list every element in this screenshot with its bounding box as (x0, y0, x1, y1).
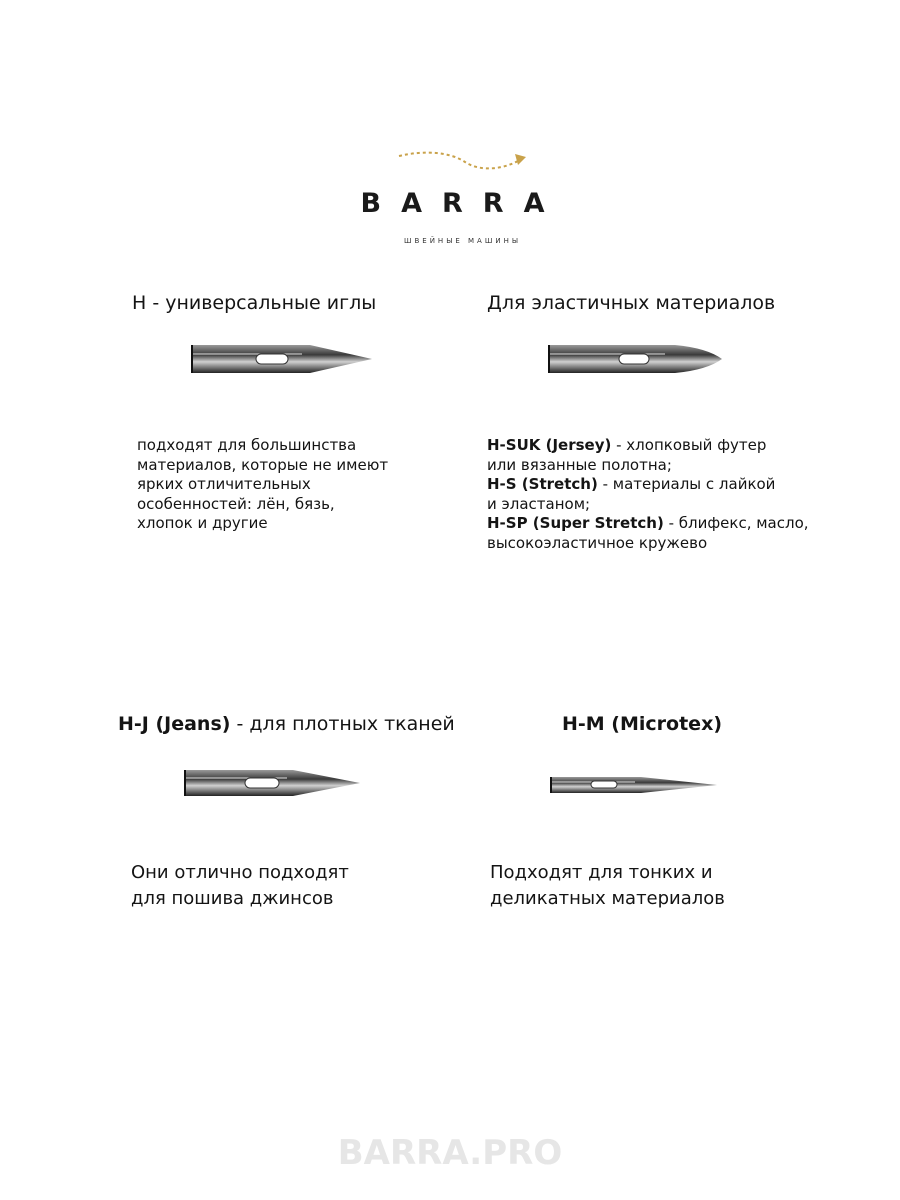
universal-desc-line: особенностей: лён, бязь, (137, 494, 335, 513)
elastic-item-text: или вязанные полотна; (487, 455, 672, 474)
microtex-title (562, 713, 722, 735)
elastic-item-text: высокоэластичное кружево (487, 533, 708, 552)
universal-title: H - универсальные иглы (132, 292, 377, 314)
elastic-item-text: - хлопковый футер (611, 436, 767, 454)
brand-tagline: ШВЕЙНЫЕ МАШИНЫ (403, 237, 522, 245)
universal-desc-line: материалов, которые не имеют (137, 455, 389, 474)
elastic-item (487, 534, 809, 554)
jeans-desc-line: Они отлично подходят (131, 862, 349, 883)
elastic-item-text: - блифекс, масло, (663, 514, 809, 532)
jeans-title (118, 713, 455, 735)
microtex-code: H-M (Microtex) (562, 713, 723, 735)
elastic-item (487, 514, 809, 534)
elastic-item (487, 436, 809, 456)
jeans-needle-icon (183, 765, 363, 801)
elastic-item-code: H-SP (Super Stretch) (487, 514, 664, 532)
elastic-item-code: H-S (Stretch) (487, 475, 598, 493)
elastic-needle-icon (547, 340, 725, 378)
elastic-title: Для эластичных материалов (487, 292, 776, 314)
microtex-desc-line: Подходят для тонких и (490, 862, 713, 883)
elastic-item (487, 495, 809, 515)
elastic-item (487, 475, 809, 495)
elastic-item-code: H-SUK (Jersey) (487, 436, 612, 454)
watermark: BARRA.PRO (337, 1133, 563, 1173)
universal-desc (137, 436, 388, 534)
jeans-desc (131, 860, 349, 912)
logo-wave-icon (395, 148, 530, 178)
universal-desc-line: ярких отличительных (137, 475, 311, 493)
elastic-item-text: - материалы с лайкой (597, 475, 776, 493)
brand-name: BARRA (360, 188, 565, 219)
microtex-desc-line: деликатных материалов (490, 888, 725, 909)
elastic-desc (487, 436, 809, 553)
jeans-code: H-J (Jeans) (118, 713, 231, 735)
universal-desc-line: хлопок и другие (137, 514, 268, 532)
universal-desc-line: подходят для большинства (137, 436, 357, 454)
elastic-item-text: и эластаном; (487, 494, 591, 513)
jeans-desc-line: для пошива джинсов (131, 888, 334, 909)
elastic-item (487, 456, 809, 476)
universal-needle-icon (190, 340, 375, 378)
microtex-needle-icon (549, 772, 719, 798)
microtex-desc (490, 860, 725, 912)
jeans-title-rest: - для плотных тканей (230, 713, 455, 735)
